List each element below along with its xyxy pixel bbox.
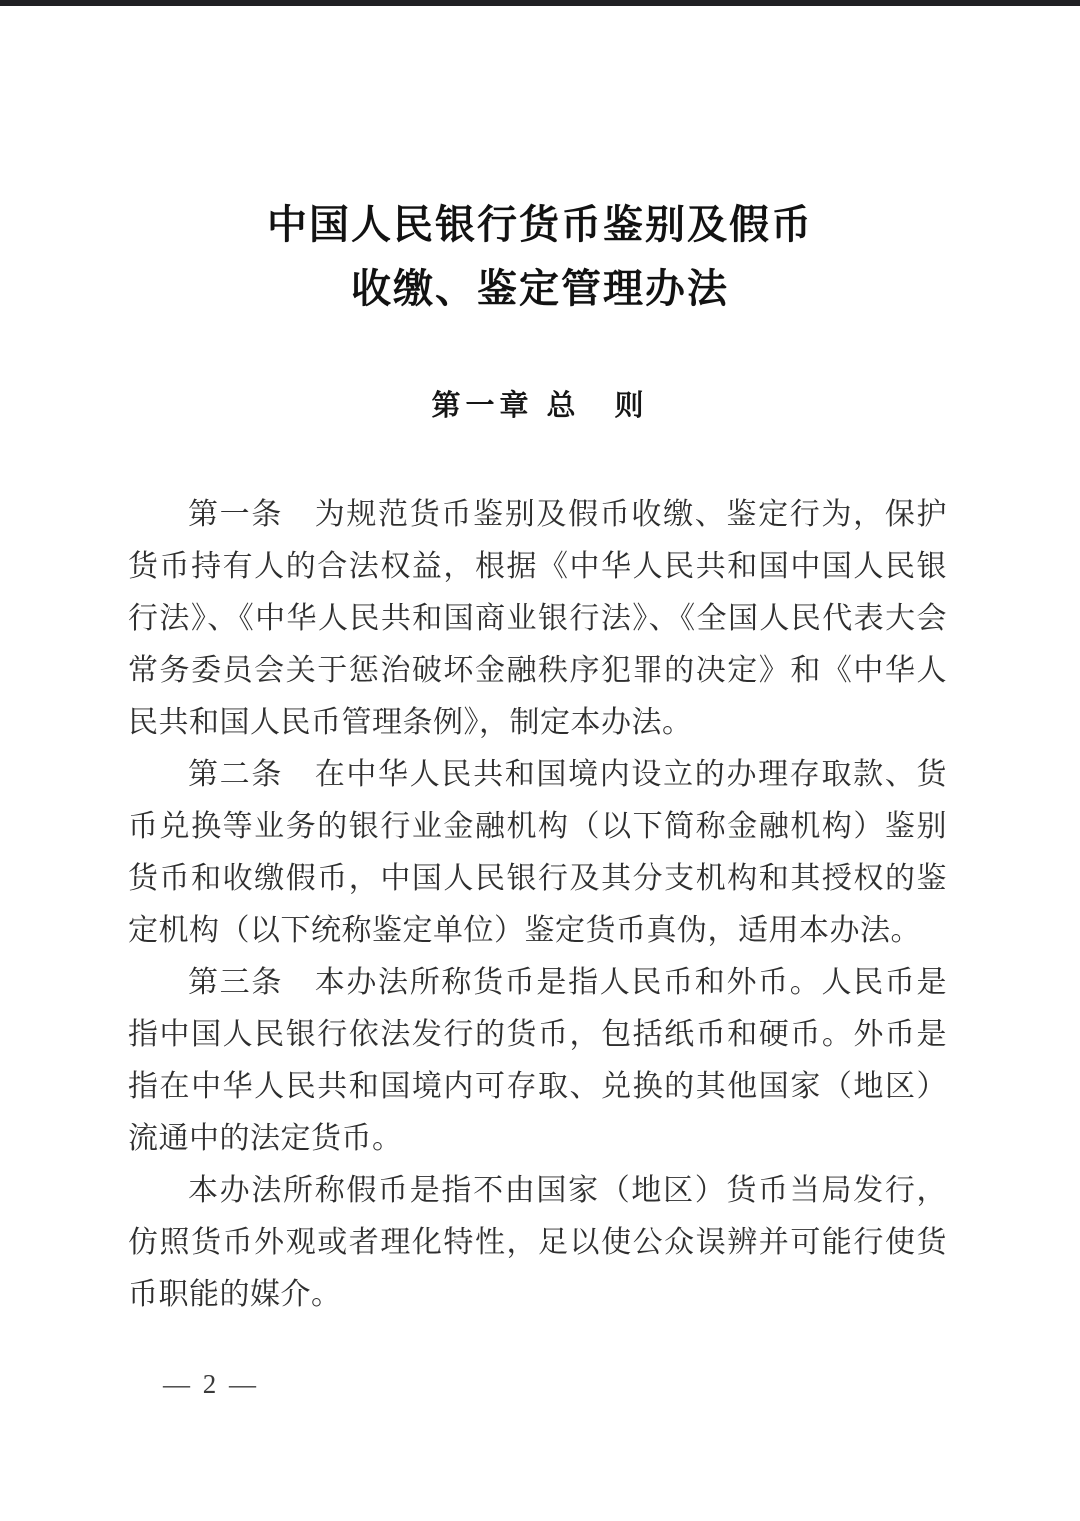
chapter-heading: 第一章 总 则	[431, 390, 649, 422]
paragraph-article-1: 第一条 为规范货币鉴别及假币收缴、鉴定行为，保护货币持有人的合法权益，根据《中华人民共和国中国人民银行法》、《中华人民共和国商业银行法》、《全国人民代表大会常务委员会关于惩治破坏金融秩序犯罪的决定》和《中华人民共和国人民币管理条例》，制定本办法。	[128, 498, 947, 739]
document-title-line-1: 中国人民银行货币鉴别及假币	[267, 202, 813, 247]
paragraph-article-3: 第三条 本办法所称货币是指人民币和外币。人民币是指中国人民银行依法发行的货币，包括纸币和硬币。外币是指在中华人民共和国境内可存取、兑换的其他国家（地区）流通中的法定货币。	[128, 966, 947, 1155]
document-title-line-2: 收缴、鉴定管理办法	[351, 266, 729, 311]
paragraph-article-2: 第二条 在中华人民共和国境内设立的办理存取款、货币兑换等业务的银行业金融机构（以下简称金融机构）鉴别货币和收缴假币，中国人民银行及其分支机构和其授权的鉴定机构（以下统称鉴定单位）鉴定货币真伪，适用本办法。	[128, 758, 947, 947]
page-number: — 2 —	[163, 1369, 259, 1399]
paragraph-article-3-continued: 本办法所称假币是指不由国家（地区）货币当局发行，仿照货币外观或者理化特性，足以使公众误辨并可能行使货币职能的媒介。	[128, 1174, 947, 1311]
document-title	[0, 0, 1080, 321]
document-body	[128, 489, 947, 1321]
scan-edge-artifact	[0, 0, 1080, 6]
